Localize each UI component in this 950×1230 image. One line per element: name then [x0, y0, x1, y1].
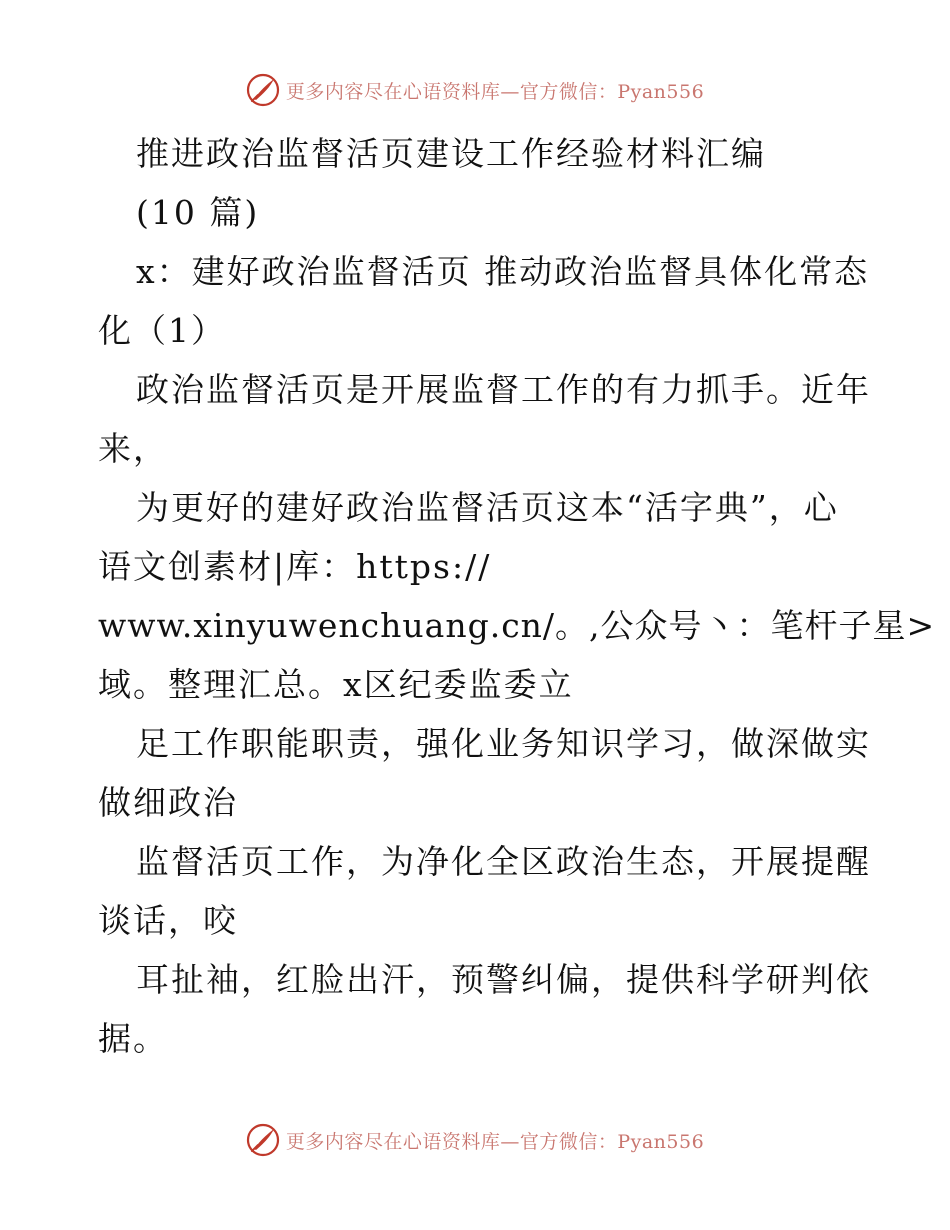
footer-watermark-banner: [0, 1120, 950, 1160]
body-line: 语文创素材|库：https://: [98, 547, 492, 586]
body-line: 据。: [98, 1019, 168, 1058]
quill-pen-logo-icon: [246, 1123, 280, 1157]
body-line: x：建好政治监督活页 推动政治监督具体化常态: [136, 252, 870, 291]
body-line: 域。整理汇总。x区纪委监委立: [98, 665, 574, 704]
body-line: 做细政治: [98, 783, 238, 822]
footer-banner-text: 更多内容尽在心语资料库—官方微信：Pyan556: [285, 1130, 705, 1153]
body-line: 政治监督活页是开展监督工作的有力抓手。近年: [136, 370, 871, 409]
body-line: 化（1）: [98, 311, 226, 350]
body-line-url: www.xinyuwenchuang.cn/。,公众号丶：笔杆子星>: [98, 606, 936, 645]
body-line: 足工作职能职责，强化业务知识学习，做深做实: [136, 724, 871, 763]
body-line: 谈话，咬: [98, 901, 238, 940]
body-line: 来，: [98, 429, 168, 468]
body-line: 耳扯袖，红脸出汗，预警纠偏，提供科学研判依: [136, 960, 871, 999]
document-title-line: 推进政治监督活页建设工作经验材料汇编: [136, 134, 766, 173]
document-body: [98, 124, 936, 1068]
quill-pen-logo-icon: [246, 73, 280, 107]
body-line: 监督活页工作，为净化全区政治生态，开展提醒: [136, 842, 871, 881]
header-banner-text: 更多内容尽在心语资料库—官方微信：Pyan556: [285, 80, 705, 103]
header-watermark-banner: [0, 70, 950, 110]
body-line: 为更好的建好政治监督活页这本“活字典”，心: [136, 488, 839, 527]
document-title-count: (10 篇): [136, 193, 260, 232]
